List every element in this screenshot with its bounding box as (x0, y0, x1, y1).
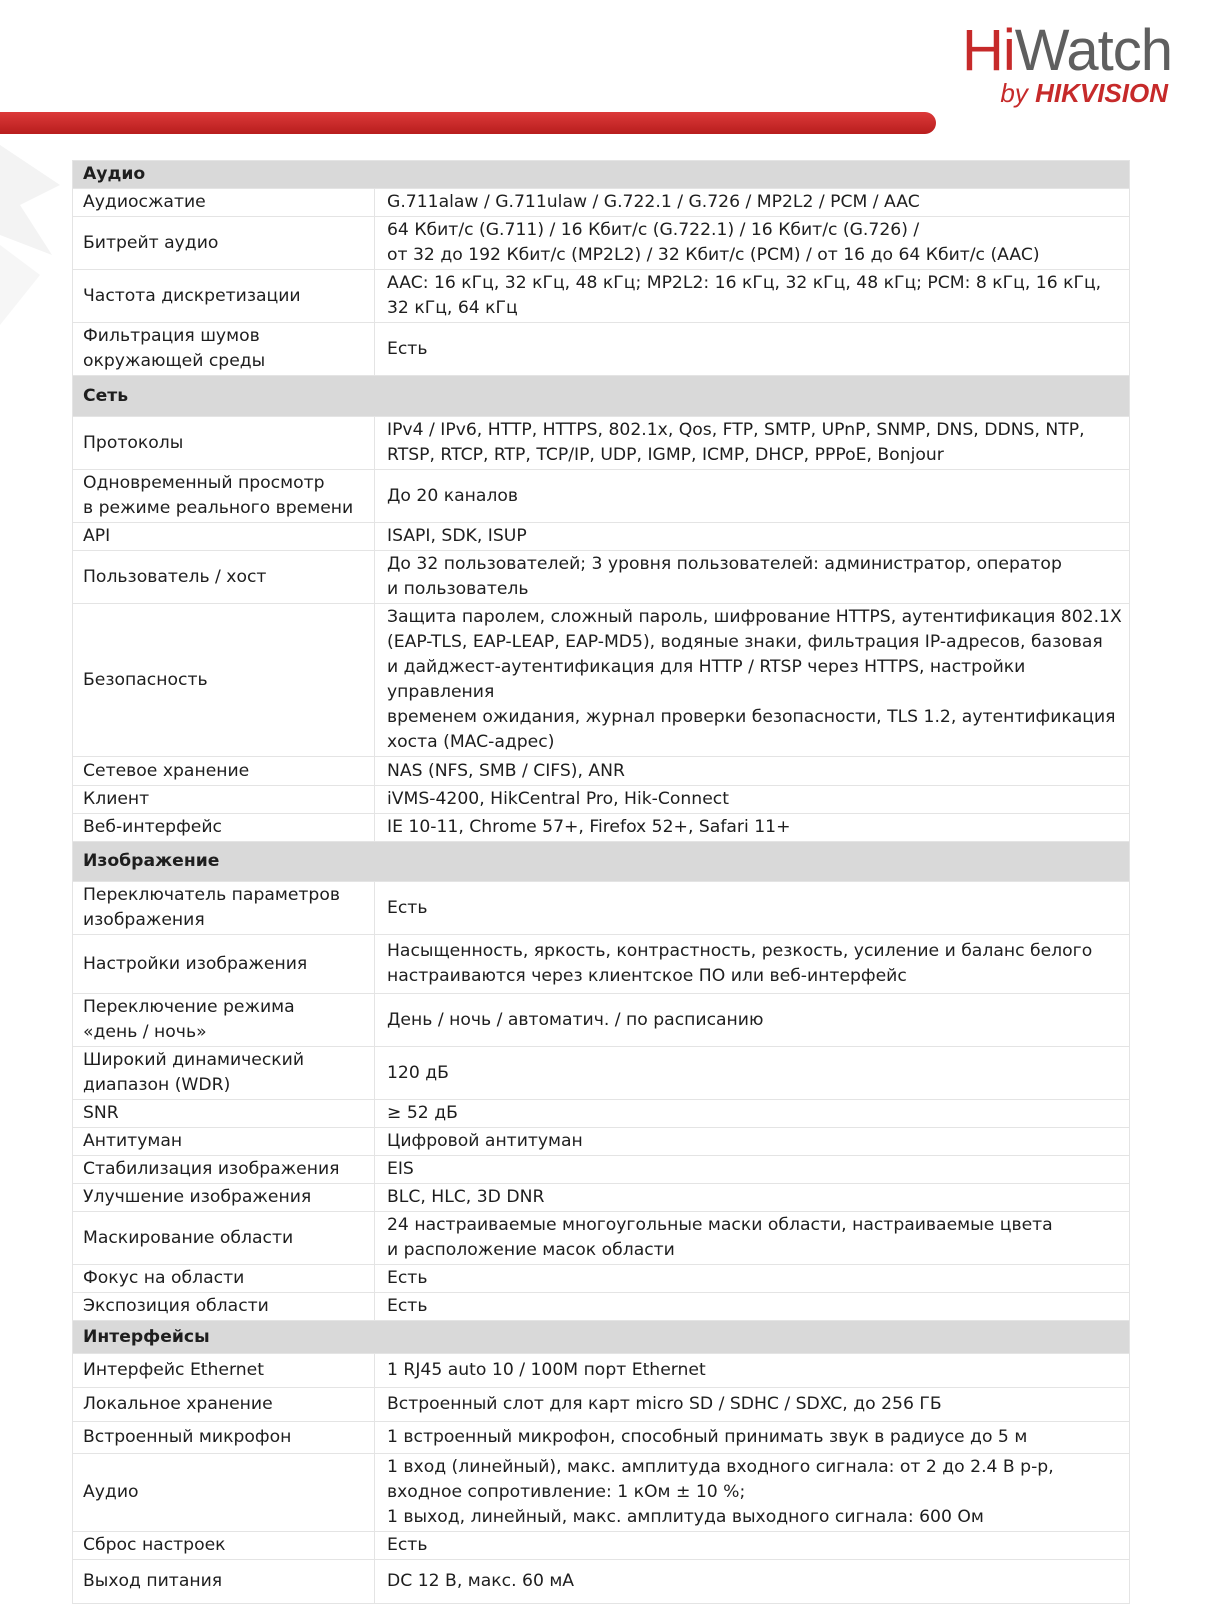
spec-label: Веб-интерфейс (73, 814, 375, 842)
section-header (73, 161, 1130, 189)
spec-value: 64 Кбит/с (G.711) / 16 Кбит/с (G.722.1) / 16 Кбит/с (G.726) / от 32 до 192 Кбит/с (MP2L2) / 32 Кбит/с (PCM) / от 16 до 64 Кбит/с (AAC) (375, 217, 1130, 270)
spec-value: День / ночь / автоматич. / по расписанию (375, 994, 1130, 1047)
spec-row (73, 217, 1130, 270)
section-header (73, 842, 1130, 882)
spec-label: Антитуман (73, 1128, 375, 1156)
spec-row (73, 1184, 1130, 1212)
spec-row (73, 604, 1130, 757)
spec-value: Есть (375, 1532, 1130, 1560)
spec-label: Экспозиция области (73, 1293, 375, 1321)
spec-row (73, 470, 1130, 523)
spec-row (73, 1212, 1130, 1265)
spec-value: iVMS-4200, HikCentral Pro, Hik-Connect (375, 786, 1130, 814)
spec-value: Есть (375, 1265, 1130, 1293)
spec-label: Клиент (73, 786, 375, 814)
spec-label: SNR (73, 1100, 375, 1128)
spec-label: Улучшение изображения (73, 1184, 375, 1212)
spec-row (73, 1265, 1130, 1293)
section-header (73, 376, 1130, 417)
spec-row (73, 551, 1130, 604)
spec-value: До 20 каналов (375, 470, 1130, 523)
spec-label: Частота дискретизации (73, 270, 375, 323)
spec-row (73, 1293, 1130, 1321)
spec-row (73, 1388, 1130, 1422)
header-red-bar (0, 112, 936, 134)
spec-label: Сброс настроек (73, 1532, 375, 1560)
spec-label: Фильтрация шумов окружающей среды (73, 323, 375, 376)
spec-label: Переключатель параметров изображения (73, 882, 375, 935)
section-title: Изображение (73, 842, 1130, 882)
spec-row (73, 814, 1130, 842)
spec-label: Протоколы (73, 417, 375, 470)
spec-value: Есть (375, 1293, 1130, 1321)
spec-value: Цифровой антитуман (375, 1128, 1130, 1156)
spec-row (73, 1422, 1130, 1454)
spec-value: Встроенный слот для карт micro SD / SDHC / SDXC, до 256 ГБ (375, 1388, 1130, 1422)
spec-label: Интерфейс Ethernet (73, 1354, 375, 1388)
spec-label: Широкий динамический диапазон (WDR) (73, 1047, 375, 1100)
spec-label: Пользователь / хост (73, 551, 375, 604)
section-title: Интерфейсы (73, 1321, 1130, 1354)
spec-row (73, 1560, 1130, 1604)
hiwatch-logo (962, 18, 1172, 109)
spec-label: Встроенный микрофон (73, 1422, 375, 1454)
spec-label: Локальное хранение (73, 1388, 375, 1422)
spec-value: ≥ 52 дБ (375, 1100, 1130, 1128)
spec-row (73, 1128, 1130, 1156)
spec-row (73, 1156, 1130, 1184)
spec-row (73, 786, 1130, 814)
spec-label: Переключение режима «день / ночь» (73, 994, 375, 1047)
spec-label: Безопасность (73, 604, 375, 757)
spec-value: Есть (375, 323, 1130, 376)
spec-row (73, 1047, 1130, 1100)
spec-value: DC 12 В, макс. 60 мА (375, 1560, 1130, 1604)
logo-wordmark: HiWatch (962, 18, 1172, 83)
spec-value: EIS (375, 1156, 1130, 1184)
spec-row (73, 757, 1130, 786)
spec-row (73, 417, 1130, 470)
spec-label: Фокус на области (73, 1265, 375, 1293)
spec-value: 1 вход (линейный), макс. амплитуда входного сигнала: от 2 до 2.4 В p-p, входное сопротивление: 1 кОм ± 10 %; 1 выход, линейный, макс. амплитуда выходного сигнала: 600 Ом (375, 1454, 1130, 1532)
spec-label: API (73, 523, 375, 551)
spec-value: AAC: 16 кГц, 32 кГц, 48 кГц; MP2L2: 16 кГц, 32 кГц, 48 кГц; PCM: 8 кГц, 16 кГц, 32 кГц, 64 кГц (375, 270, 1130, 323)
spec-row (73, 189, 1130, 217)
spec-label: Аудио (73, 1454, 375, 1532)
spec-label: Битрейт аудио (73, 217, 375, 270)
spec-value: NAS (NFS, SMB / CIFS), ANR (375, 757, 1130, 786)
spec-row (73, 523, 1130, 551)
section-header (73, 1321, 1130, 1354)
spec-value: 1 встроенный микрофон, способный принимать звук в радиусе до 5 м (375, 1422, 1130, 1454)
spec-table (72, 160, 1130, 1604)
spec-value: ISAPI, SDK, ISUP (375, 523, 1130, 551)
spec-row (73, 270, 1130, 323)
spec-label: Выход питания (73, 1560, 375, 1604)
spec-label: Стабилизация изображения (73, 1156, 375, 1184)
spec-value: Защита паролем, сложный пароль, шифрование HTTPS, аутентификация 802.1X (EAP-TLS, EAP-LEAP, EAP-MD5), водяные знаки, фильтрация IP-адресов, базовая и дайджест-аутентификация для HTTP / RTSP через HTTPS, настройки управления временем ожидания, журнал проверки безопасности, TLS 1.2, аутентификация хоста (MAC-адрес) (375, 604, 1130, 757)
spec-row (73, 935, 1130, 994)
spec-value: 120 дБ (375, 1047, 1130, 1100)
decorative-star-icon (0, 135, 72, 335)
spec-value: 24 настраиваемые многоугольные маски области, настраиваемые цвета и расположение масок области (375, 1212, 1130, 1265)
spec-label: Маскирование области (73, 1212, 375, 1265)
spec-value: BLC, HLC, 3D DNR (375, 1184, 1130, 1212)
spec-row (73, 882, 1130, 935)
spec-label: Настройки изображения (73, 935, 375, 994)
spec-value: 1 RJ45 auto 10 / 100M порт Ethernet (375, 1354, 1130, 1388)
spec-row (73, 323, 1130, 376)
spec-value: IPv4 / IPv6, HTTP, HTTPS, 802.1x, Qos, FTP, SMTP, UPnP, SNMP, DNS, DDNS, NTP, RTSP, RTCP, RTP, TCP/IP, UDP, IGMP, ICMP, DHCP, PPPoE, Bonjour (375, 417, 1130, 470)
spec-value: До 32 пользователей; 3 уровня пользователей: администратор, оператор и пользователь (375, 551, 1130, 604)
spec-label: Одновременный просмотр в режиме реального времени (73, 470, 375, 523)
section-title: Сеть (73, 376, 1130, 417)
spec-row (73, 994, 1130, 1047)
section-title: Аудио (73, 161, 1130, 189)
logo-byline: by HIKVISION (1000, 78, 1168, 108)
spec-row (73, 1100, 1130, 1128)
spec-row (73, 1532, 1130, 1560)
spec-value: IE 10-11, Chrome 57+, Firefox 52+, Safari 11+ (375, 814, 1130, 842)
spec-value: Есть (375, 882, 1130, 935)
spec-label: Аудиосжатие (73, 189, 375, 217)
spec-value: Насыщенность, яркость, контрастность, резкость, усиление и баланс белого настраиваются через клиентское ПО или веб-интерфейс (375, 935, 1130, 994)
spec-row (73, 1354, 1130, 1388)
spec-label: Сетевое хранение (73, 757, 375, 786)
spec-row (73, 1454, 1130, 1532)
spec-value: G.711alaw / G.711ulaw / G.722.1 / G.726 / MP2L2 / PCM / AAC (375, 189, 1130, 217)
